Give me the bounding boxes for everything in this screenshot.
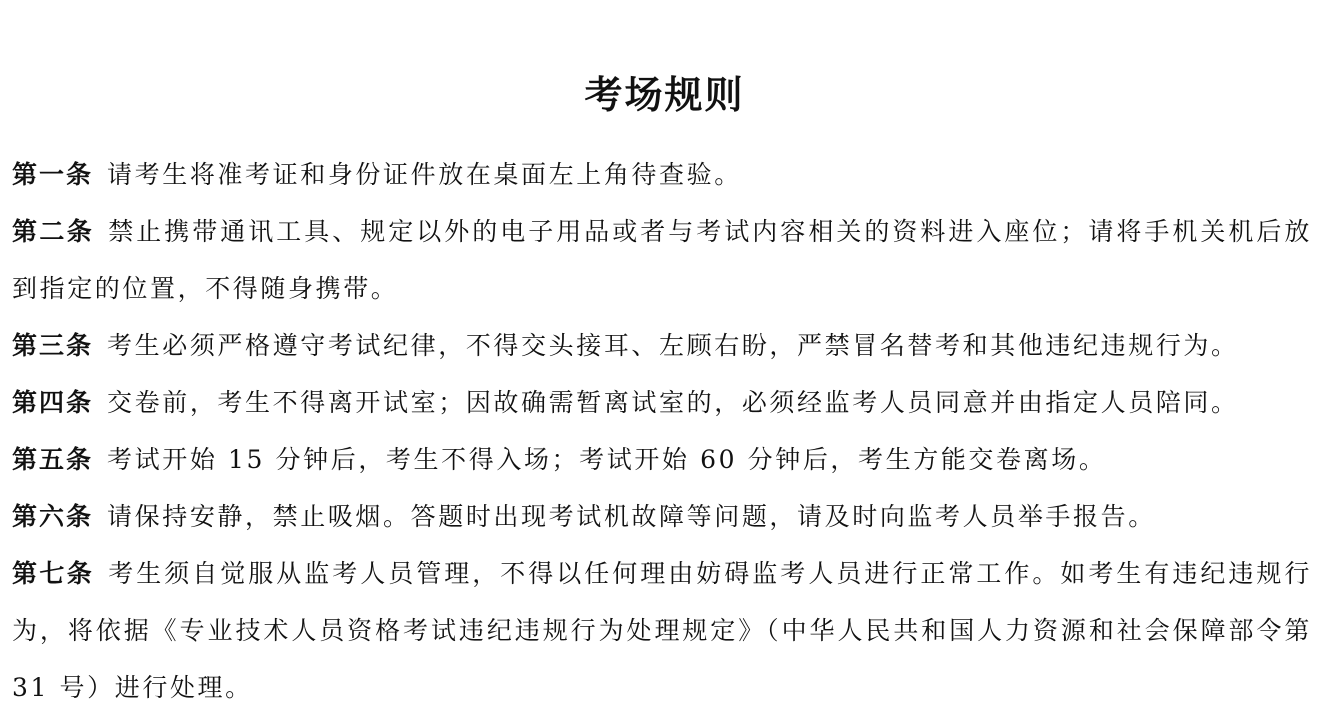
rule-label: 第三条 <box>12 331 94 360</box>
page-title: 考场规则 <box>584 73 745 118</box>
rule-label: 第六条 <box>12 502 94 531</box>
rule-1 <box>12 146 1312 203</box>
rules-list <box>12 146 1312 716</box>
rule-label: 第二条 <box>12 217 95 246</box>
rule-7 <box>12 545 1312 716</box>
rule-label: 第五条 <box>12 445 94 474</box>
rule-label: 第七条 <box>12 559 95 588</box>
rule-4 <box>12 374 1312 431</box>
rule-text: 考生须自觉服从监考人员管理，不得以任何理由妨碍监考人员进行正常工作。如考生有违纪违规行为，将依据《专业技术人员资格考试违纪违规行为处理规定》（中华人民共和国人力资源和社会保障部令第 31 号）进行处理。 <box>12 559 1312 702</box>
rule-6 <box>12 488 1312 545</box>
rule-label: 第一条 <box>12 160 94 189</box>
rule-text: 考生必须严格遵守考试纪律，不得交头接耳、左顾右盼，严禁冒名替考和其他违纪违规行为。 <box>107 331 1239 360</box>
rule-label: 第四条 <box>12 388 94 417</box>
rule-text: 考试开始 15 分钟后，考生不得入场；考试开始 60 分钟后，考生方能交卷离场。 <box>107 445 1107 474</box>
rule-5 <box>12 431 1312 488</box>
rule-text: 交卷前，考生不得离开试室；因故确需暂离试室的，必须经监考人员同意并由指定人员陪同。 <box>107 388 1239 417</box>
rule-text: 禁止携带通讯工具、规定以外的电子用品或者与考试内容相关的资料进入座位；请将手机关机后放到指定的位置，不得随身携带。 <box>12 217 1312 303</box>
rule-text: 请考生将准考证和身份证件放在桌面左上角待查验。 <box>107 160 742 189</box>
rule-2 <box>12 203 1312 317</box>
rule-3 <box>12 317 1312 374</box>
rule-text: 请保持安静，禁止吸烟。答题时出现考试机故障等问题，请及时向监考人员举手报告。 <box>107 502 1156 531</box>
